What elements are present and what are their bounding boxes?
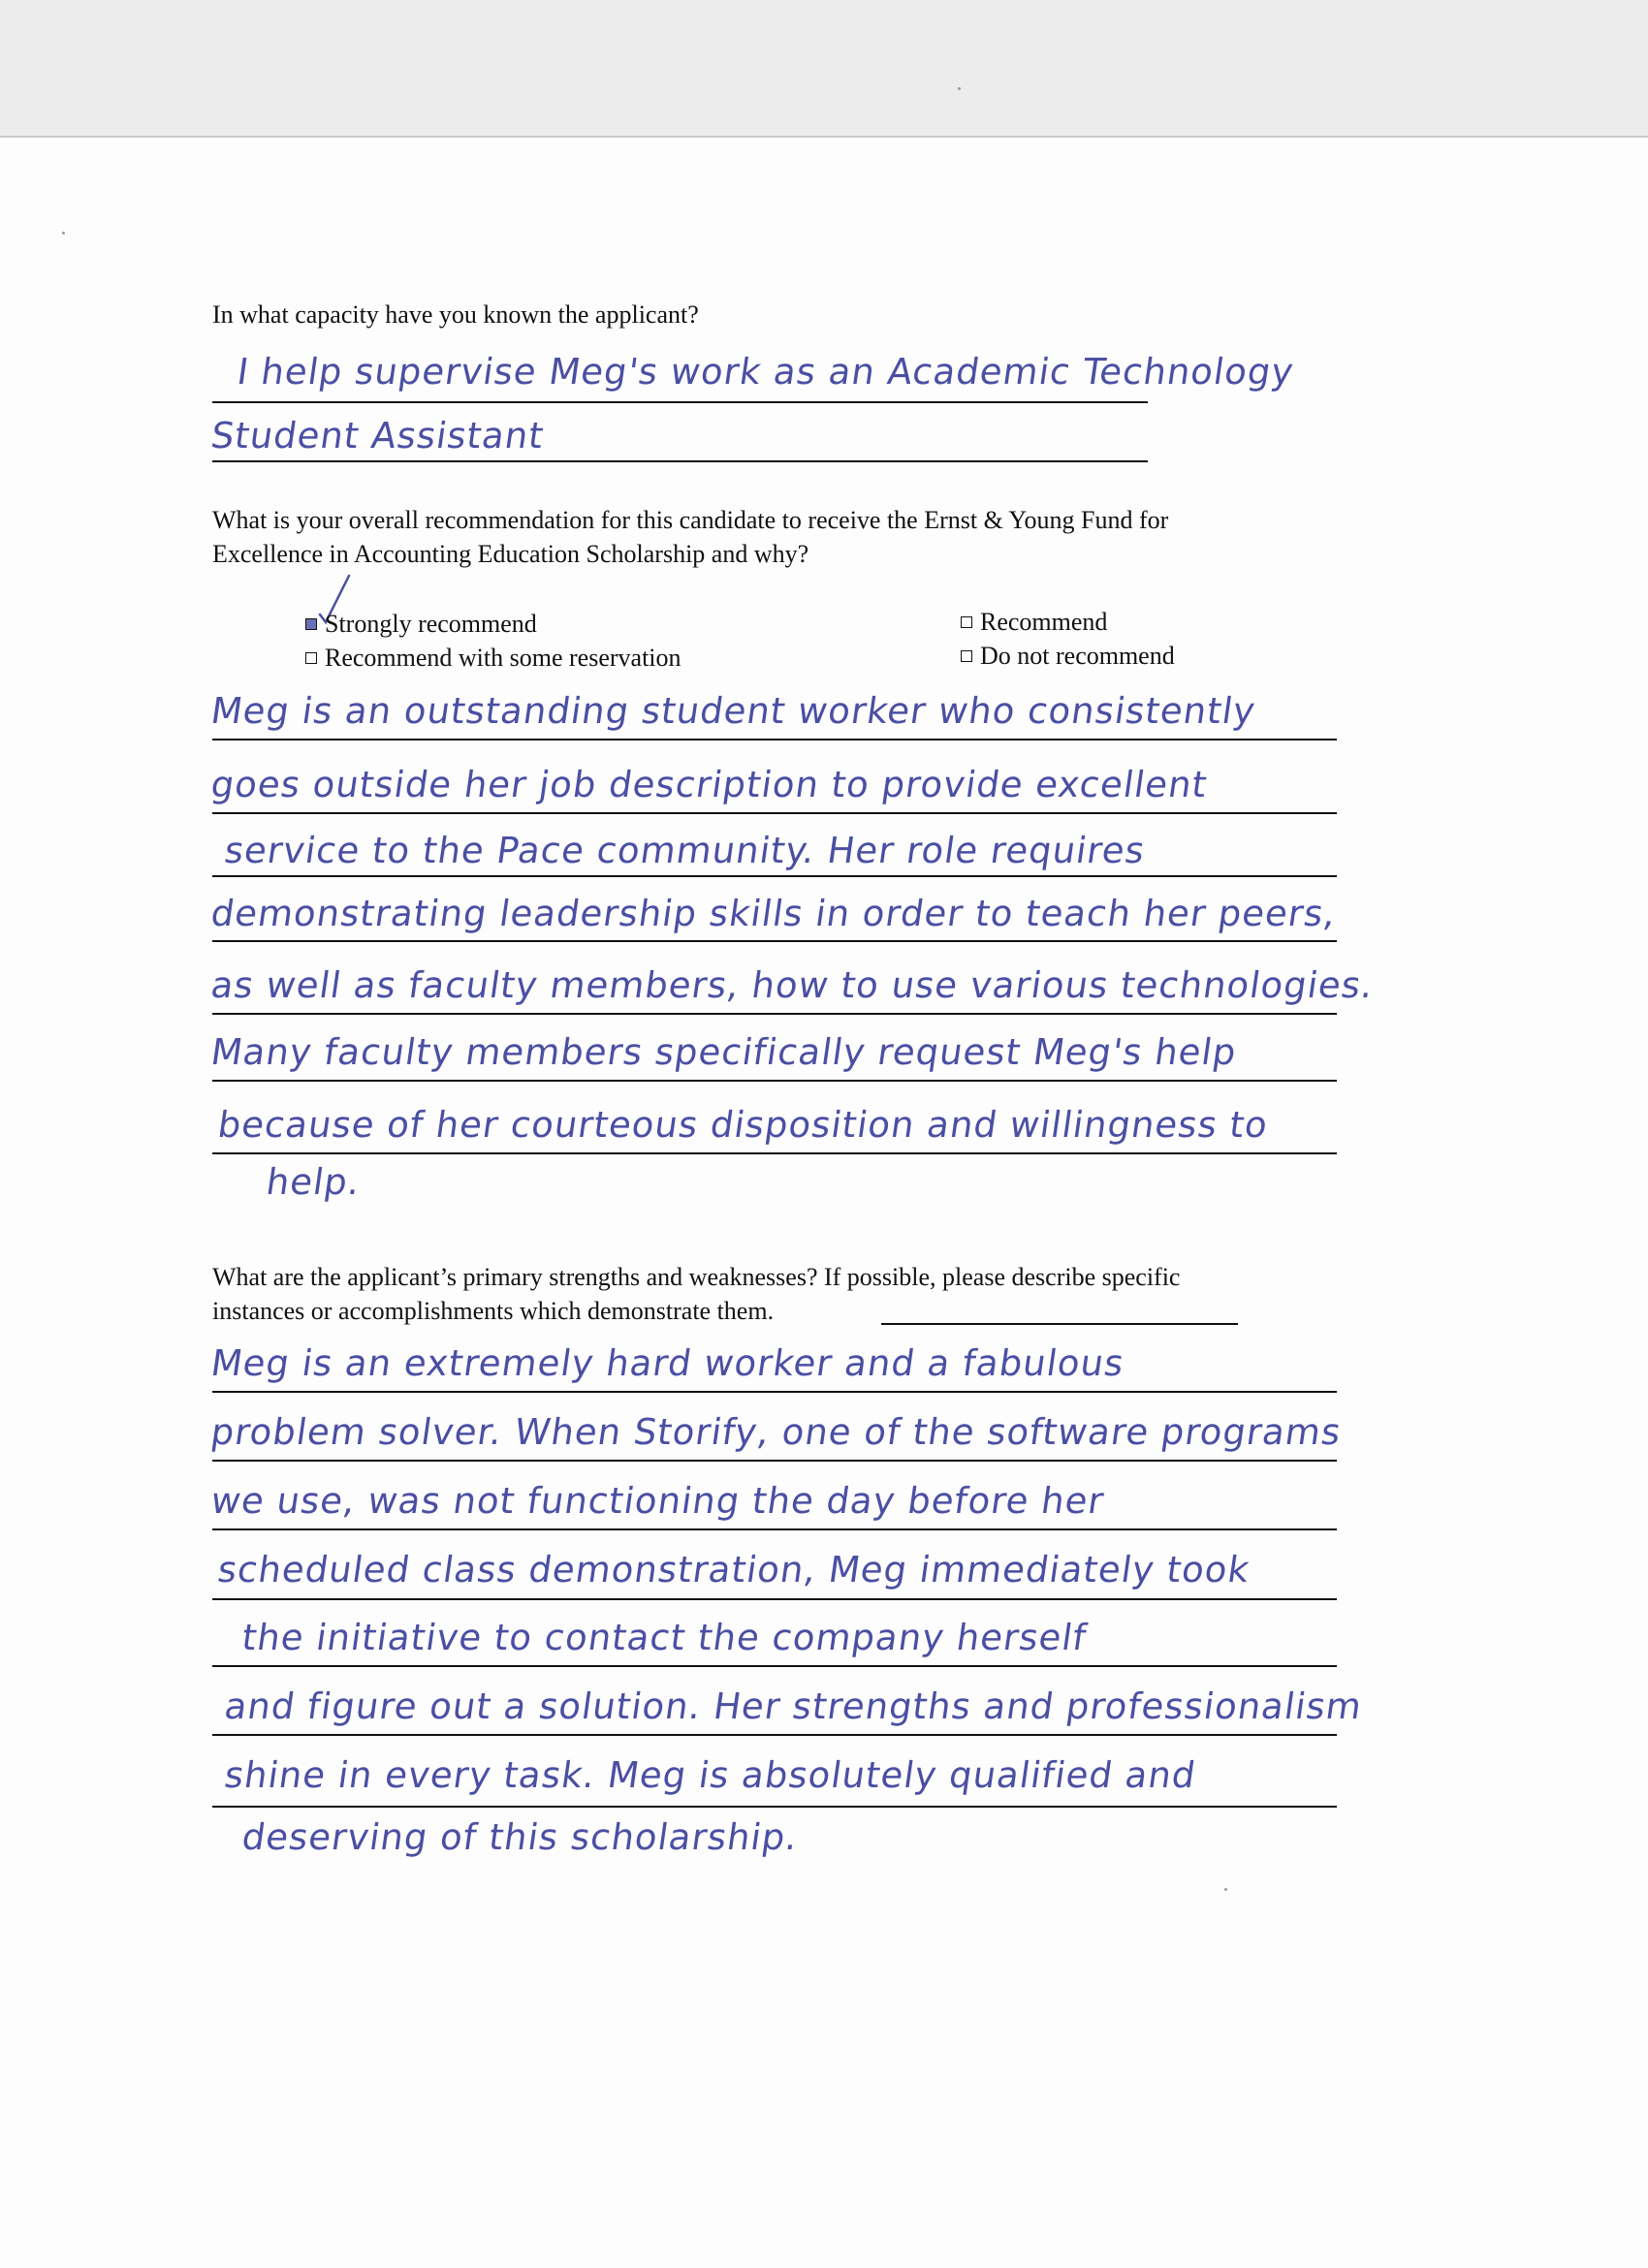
- question-recommendation-line2: Excellence in Accounting Education Scholarship and why?: [212, 540, 809, 568]
- question-recommendation-line1: What is your overall recommendation for this candidate to receive the Ernst & Young Fund for: [212, 506, 1169, 534]
- handwritten-answer-line: because of her courteous disposition and willingness to: [214, 1104, 1271, 1146]
- answer-rule: [212, 1152, 1337, 1154]
- question-capacity: In what capacity have you known the applicant?: [212, 300, 699, 329]
- speck: [958, 87, 961, 90]
- handwritten-answer-line: Meg is an outstanding student worker who consistently: [207, 690, 1259, 732]
- question-strengths-line1: What are the applicant’s primary strengths and weaknesses? If possible, please describe specific: [212, 1263, 1181, 1291]
- question-strengths-line2: instances or accomplishments which demonstrate them.: [212, 1297, 775, 1325]
- answer-rule: [212, 1391, 1337, 1393]
- answer-rule: [212, 1528, 1337, 1530]
- answer-rule: [212, 1665, 1337, 1667]
- option-recommend[interactable]: [961, 607, 1107, 638]
- handwritten-answer-line: I help supervise Meg's work as an Academic Technology: [234, 351, 1297, 393]
- answer-rule: [212, 1460, 1337, 1462]
- handwritten-answer-line: as well as faculty members, how to use various technologies.: [207, 964, 1377, 1006]
- answer-rule: [212, 1598, 1337, 1600]
- answer-rule: [212, 940, 1337, 942]
- option-do-not-recommend[interactable]: [961, 641, 1175, 672]
- handwritten-answer-line: problem solver. When Storify, one of the software programs: [207, 1411, 1345, 1453]
- handwritten-answer-line: Student Assistant: [207, 415, 548, 457]
- option-label: Do not recommend: [980, 642, 1175, 670]
- handwritten-answer-line: demonstrating leadership skills in order to teach her peers,: [207, 893, 1340, 934]
- handwritten-answer-line: Meg is an extremely hard worker and a fabulous: [207, 1342, 1127, 1384]
- handwritten-answer-line: scheduled class demonstration, Meg immediately took: [214, 1549, 1253, 1591]
- handwritten-answer-line: deserving of this scholarship.: [238, 1816, 802, 1858]
- handwritten-answer-line: the initiative to contact the company herself: [238, 1617, 1090, 1658]
- handwritten-answer-line: and figure out a solution. Her strengths and professionalism: [221, 1685, 1365, 1727]
- answer-rule: [212, 1080, 1337, 1082]
- handwritten-answer-line: we use, was not functioning the day before her: [207, 1480, 1107, 1522]
- speck: [62, 232, 65, 235]
- answer-rule: [212, 875, 1337, 877]
- handwritten-answer-line: Many faculty members specifically request Meg's help: [207, 1031, 1240, 1073]
- handwritten-answer-line: shine in every task. Meg is absolutely qualified and: [221, 1754, 1199, 1796]
- option-label: Strongly recommend: [325, 610, 537, 638]
- checkbox-icon[interactable]: [961, 616, 972, 628]
- answer-rule: [212, 1734, 1337, 1736]
- answer-rule: [212, 1806, 1337, 1808]
- handwritten-answer-line: service to the Pace community. Her role requires: [221, 830, 1149, 871]
- checkbox-icon[interactable]: [305, 652, 317, 664]
- option-label: Recommend with some reservation: [325, 644, 681, 672]
- speck: [1224, 1888, 1227, 1891]
- option-recommend-with-reservation[interactable]: [305, 643, 681, 674]
- checkbox-icon[interactable]: [961, 650, 972, 662]
- checkbox-checked-icon[interactable]: [305, 618, 317, 630]
- option-label: Recommend: [980, 608, 1108, 636]
- handwritten-answer-line: help.: [263, 1161, 364, 1203]
- answer-rule: [881, 1323, 1238, 1325]
- answer-rule: [212, 812, 1337, 814]
- handwritten-answer-line: goes outside her job description to provide excellent: [207, 764, 1211, 805]
- answer-rule: [212, 460, 1148, 462]
- answer-rule: [212, 739, 1337, 740]
- answer-rule: [212, 1013, 1337, 1015]
- answer-rule: [212, 401, 1148, 403]
- option-strongly-recommend[interactable]: [305, 609, 537, 640]
